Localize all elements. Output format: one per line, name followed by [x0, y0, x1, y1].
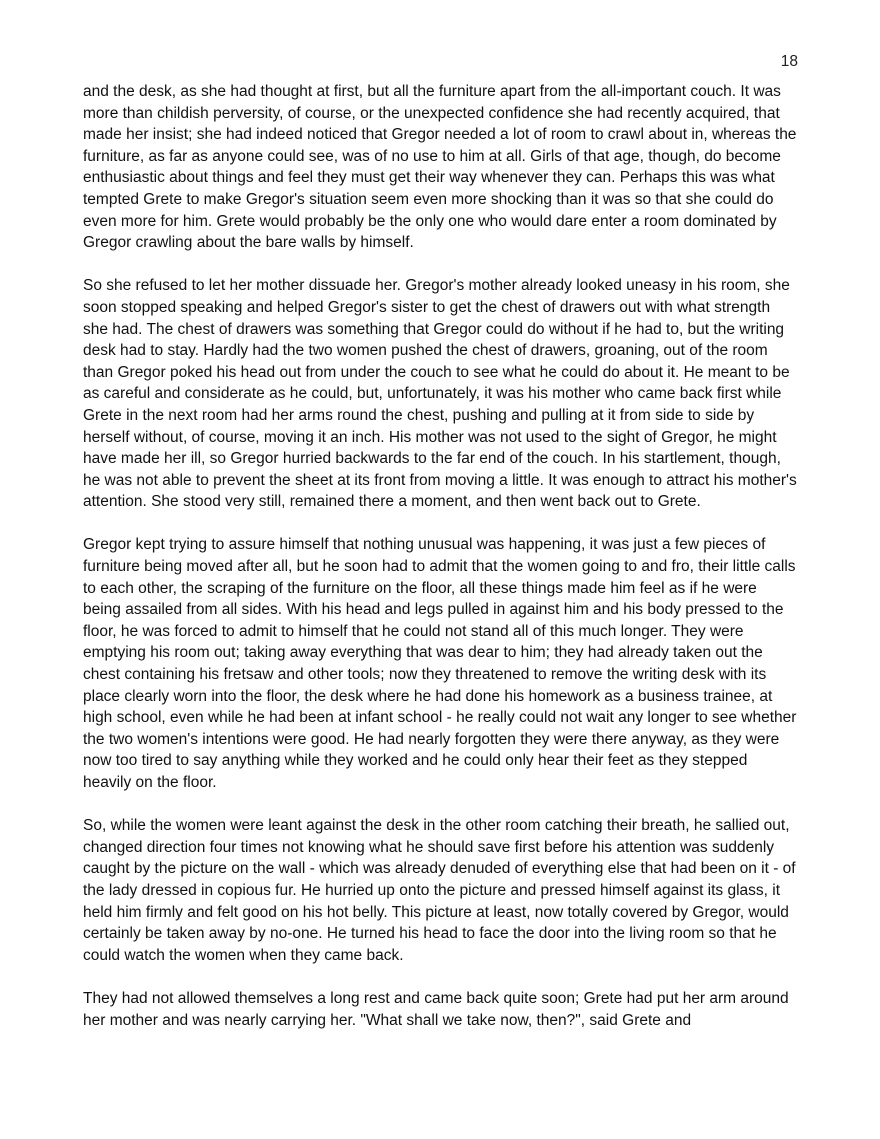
paragraph-4: So, while the women were leant against the desk in the other room catching their breath, he sallied out, changed direction four times not knowing what he should save first before his attention was suddenly caught by the picture on the wall - which was already denuded of everything else that had been on it - of the lady dressed in copious fur. He hurried up onto the picture and pressed himself against its glass, it held him firmly and felt good on his hot belly. This picture at least, now totally covered by Gregor, would certainly be taken away by no-one. He turned his head to face the door into the living room so that he could watch the women when they came back. — [83, 817, 796, 964]
paragraph-1: and the desk, as she had thought at first, but all the furniture apart from the all-important couch. It was more than childish perversity, of course, or the unexpected confidence she had recently acquired, that made her insist; she had indeed noticed that Gregor needed a lot of room to crawl about in, whereas the furniture, as far as anyone could see, was of no use to him at all. Girls of that age, though, do become enthusiastic about things and feel they must get their way whenever they can. Perhaps this was what tempted Grete to make Gregor's situation seem even more shocking than it was so that she could do even more for him. Grete would probably be the only one who would dare enter a room dominated by Gregor crawling about the bare walls by himself. — [83, 83, 797, 252]
paragraph-5: They had not allowed themselves a long rest and came back quite soon; Grete had put her arm around her mother and was nearly carrying her. "What shall we take now, then?", said Grete and — [83, 989, 789, 1029]
body-text — [83, 81, 799, 1053]
paragraph-3: Gregor kept trying to assure himself that nothing unusual was happening, it was just a few pieces of furniture being moved after all, but he soon had to admit that the women going to and fro, their little calls to each other, the scraping of the furniture on the floor, all these things made him feel as if he were being assailed from all sides. With his head and legs pulled in against him and his body pressed to the floor, he was forced to admit to himself that he could not stand all of this much longer. They were emptying his room out; taking away everything that was dear to him; they had already taken out the chest containing his fretsaw and other tools; now they threatened to remove the writing desk with its place clearly worn into the floor, the desk where he had done his homework as a business trainee, at high school, even while he had been at infant school - he really could not wait any longer to see whether the two women's intentions were good. He had nearly forgotten they were there anyway, as they were now too tired to say anything while they worked and he could only hear their feet as they stepped heavily on the floor. — [83, 536, 797, 791]
paragraph-2: So she refused to let her mother dissuade her. Gregor's mother already looked uneasy in his room, she soon stopped speaking and helped Gregor's sister to get the chest of drawers out with what strength she had. The chest of drawers was something that Gregor could do without if he had to, but the writing desk had to stay. Hardly had the two women pushed the chest of drawers, groaning, out of the room than Gregor poked his head out from under the couch to see what he could do about it. He meant to be as careful and considerate as he could, but, unfortunately, it was his mother who came back first while Grete in the next room had her arms round the chest, pushing and pulling at it from side to side by herself without, of course, moving it an inch. His mother was not used to the sight of Gregor, he might have made her ill, so Gregor hurried backwards to the far end of the couch. In his startlement, though, he was not able to prevent the sheet at its front from moving a little. It was enough to attract his mother's attention. She stood very still, remained there a moment, and then went back out to Grete. — [83, 277, 797, 511]
page-number: 18 — [780, 53, 798, 70]
